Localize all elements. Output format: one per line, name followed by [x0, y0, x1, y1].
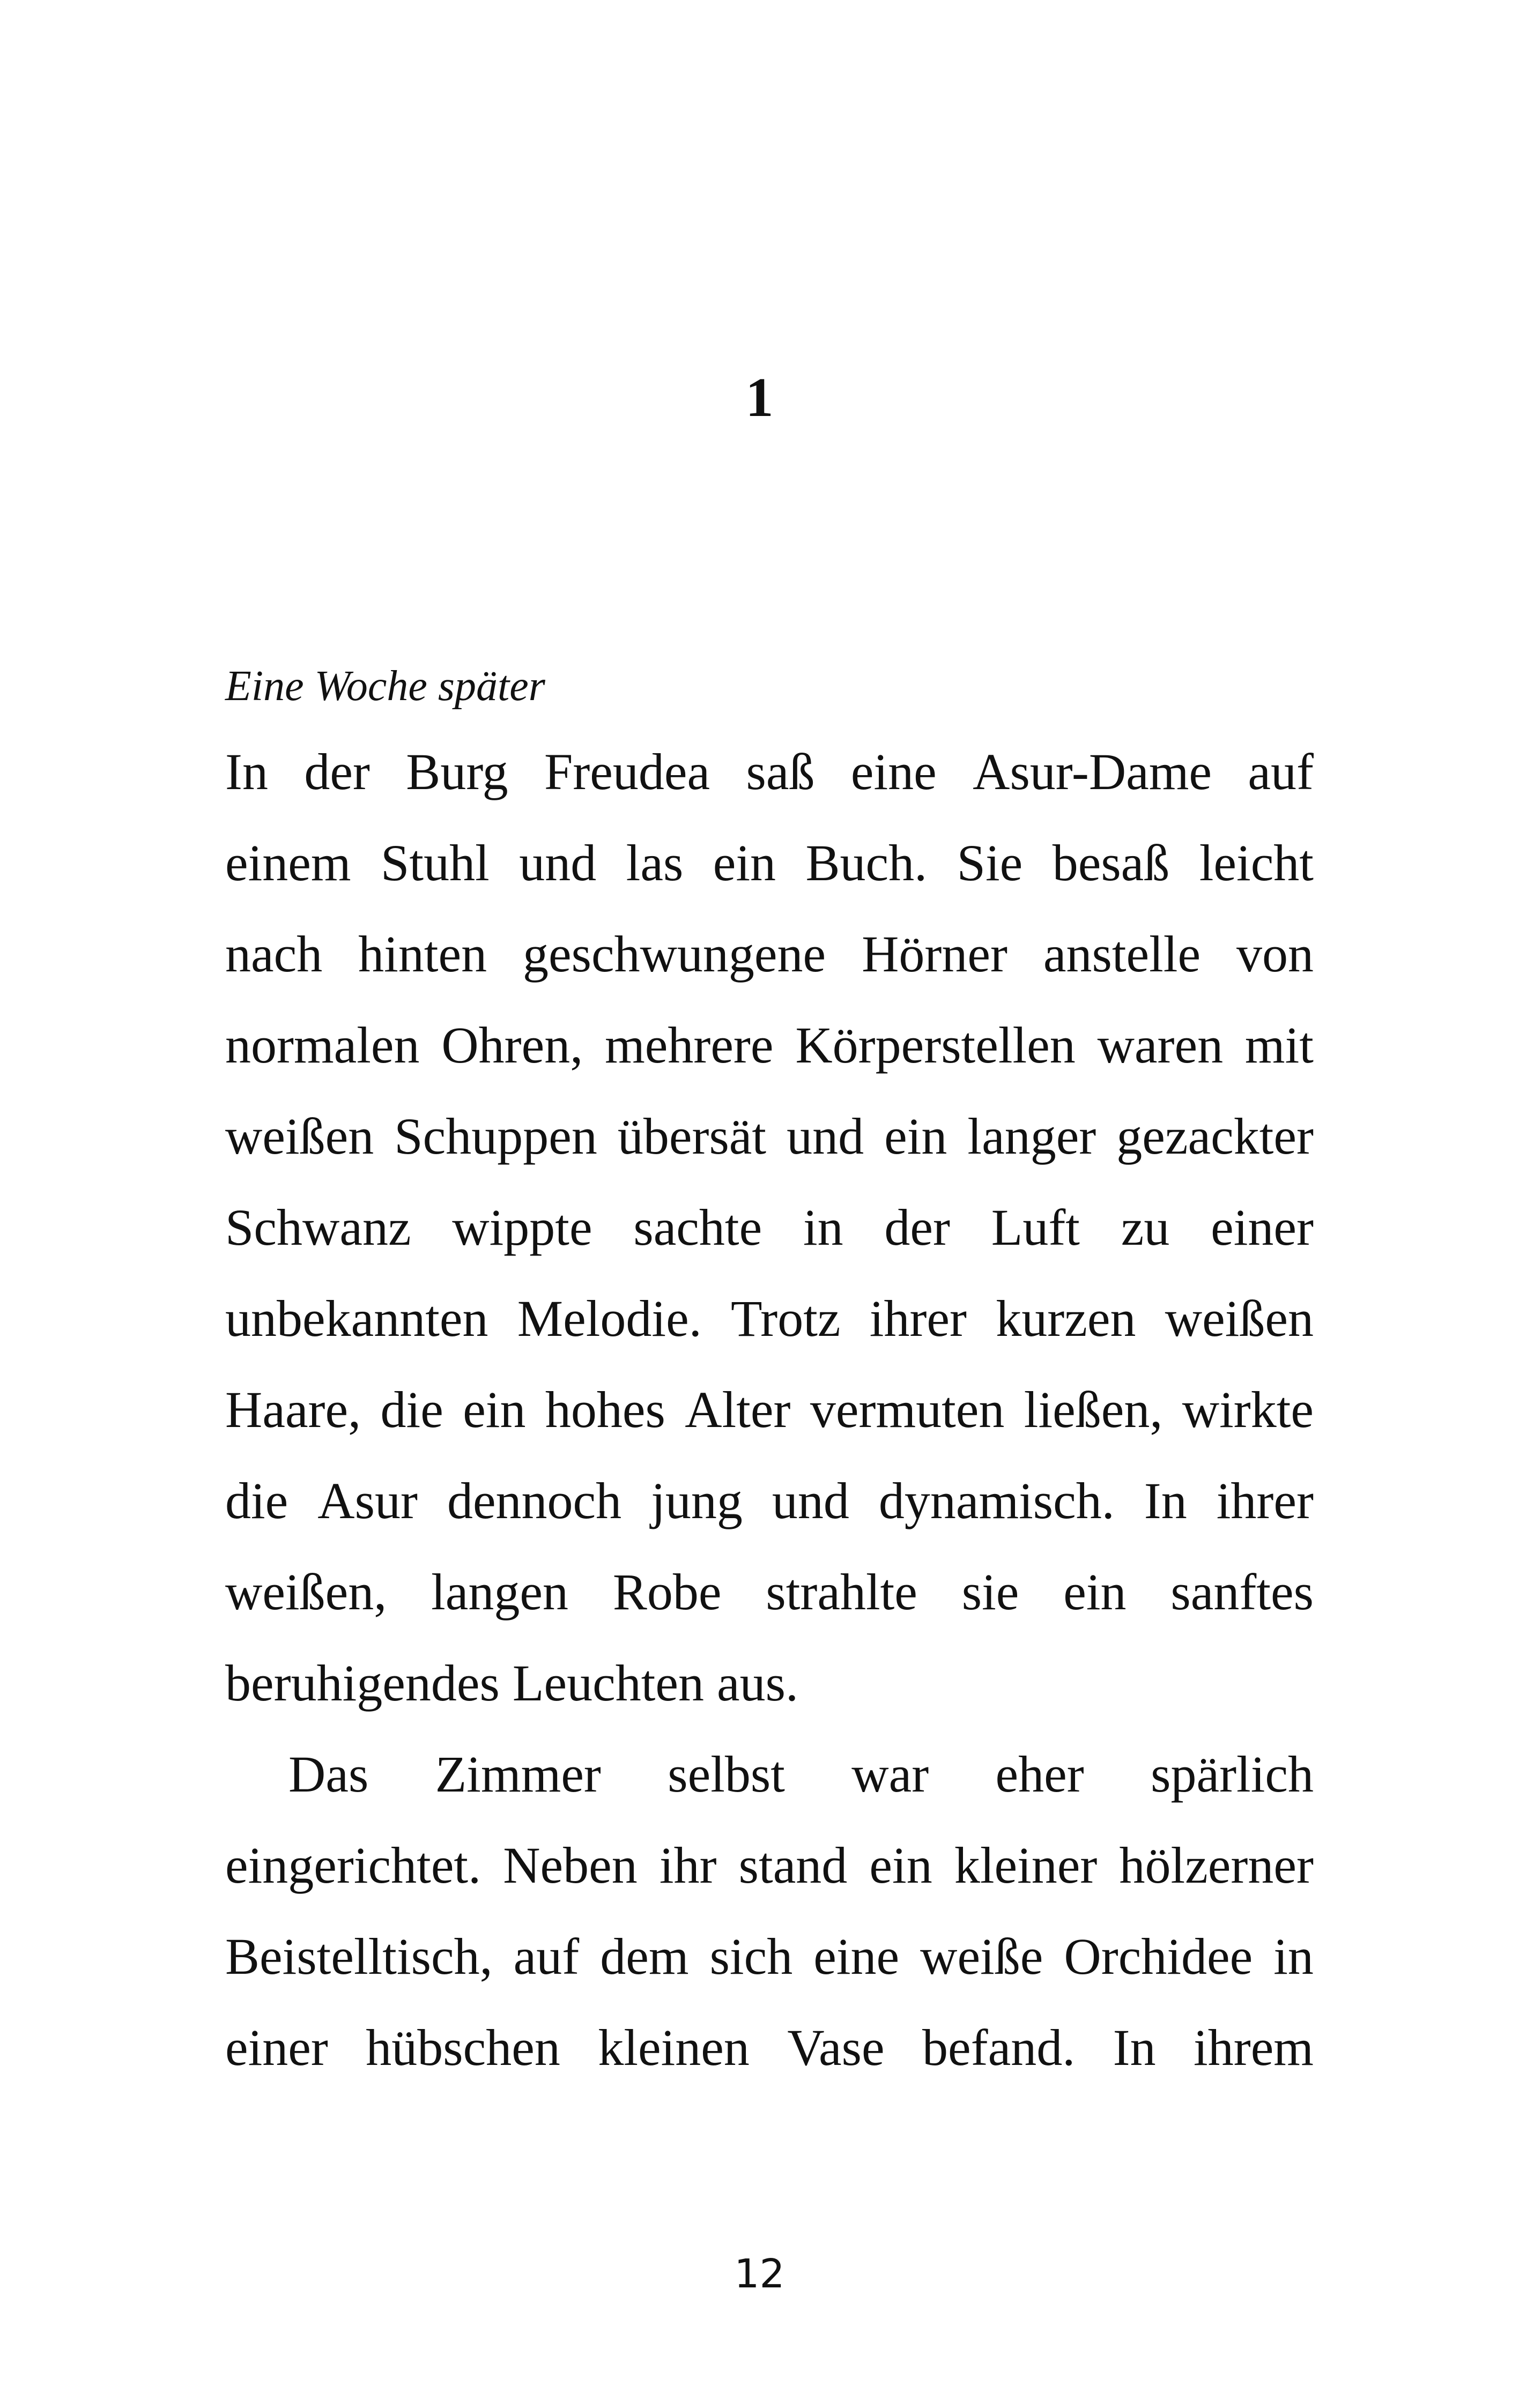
word: und — [772, 1472, 849, 1529]
word: unbekannten — [225, 1290, 488, 1347]
word: In — [1144, 1472, 1187, 1529]
word: kleiner — [954, 1837, 1098, 1894]
word: Schuppen — [394, 1108, 597, 1165]
word: waren — [1097, 1016, 1224, 1074]
paragraph — [225, 726, 1314, 1729]
text-line — [225, 1182, 1314, 1273]
word: Orchidee — [1064, 1928, 1253, 1985]
word: wippte — [452, 1199, 592, 1256]
word: normalen — [225, 1016, 420, 1074]
word: Buch. — [805, 834, 928, 891]
word: ein — [713, 834, 776, 891]
word: hinten — [358, 925, 487, 983]
word: Schwanz — [225, 1199, 411, 1256]
word: Burg — [406, 743, 508, 800]
word: Neben — [503, 1837, 638, 1894]
word: sachte — [633, 1199, 762, 1256]
text-line — [225, 2002, 1314, 2093]
word: beruhigendes — [225, 1654, 500, 1712]
text-line — [225, 1364, 1314, 1455]
word: geschwungene — [523, 925, 826, 983]
word: eher — [995, 1745, 1084, 1803]
word: ein — [869, 1837, 932, 1894]
chapter-number: 1 — [745, 367, 774, 428]
word: Asur — [317, 1472, 418, 1529]
word: sich — [709, 1928, 793, 1985]
word: gezackter — [1116, 1108, 1314, 1165]
paragraph — [225, 1729, 1314, 2093]
word: hübschen — [366, 2019, 560, 2076]
word: besaß — [1052, 834, 1170, 891]
word: In — [225, 743, 268, 800]
text-line — [225, 1273, 1314, 1364]
word: befand. — [922, 2019, 1076, 2076]
word: spärlich — [1151, 1745, 1314, 1803]
scene-subtitle: Eine Woche später — [225, 663, 545, 710]
word: Vase — [787, 2019, 885, 2076]
word: ließen, — [1024, 1381, 1163, 1438]
word: langer — [967, 1108, 1096, 1165]
word: Leuchten — [512, 1654, 704, 1712]
word: auf — [513, 1928, 580, 1985]
page-number: 12 — [734, 2251, 785, 2297]
word: weiße — [920, 1928, 1043, 1985]
word: aus. — [716, 1654, 798, 1712]
text-line — [225, 1000, 1314, 1091]
word: Körperstellen — [795, 1016, 1076, 1074]
word: eine — [850, 743, 937, 800]
text-line — [225, 909, 1314, 1000]
word: dem — [600, 1928, 689, 1985]
word: Asur-Dame — [973, 743, 1212, 800]
word: mit — [1244, 1016, 1314, 1074]
word: ihrem — [1194, 2019, 1314, 2076]
word: kleinen — [598, 2019, 750, 2076]
word: mehrere — [605, 1016, 774, 1074]
word: eingerichtet. — [225, 1837, 481, 1894]
word: der — [304, 743, 370, 800]
word: in — [803, 1199, 843, 1256]
word: zu — [1121, 1199, 1170, 1256]
word: anstelle — [1043, 925, 1201, 983]
word: ein — [884, 1108, 947, 1165]
text-line — [225, 1729, 1314, 1820]
text-line — [225, 1455, 1314, 1547]
word: übersät — [617, 1108, 767, 1165]
word: jung — [651, 1472, 743, 1529]
word: Alter — [685, 1381, 791, 1438]
word: stand — [738, 1837, 848, 1894]
word: ihr — [659, 1837, 717, 1894]
word: Luft — [991, 1199, 1080, 1256]
word: las — [626, 834, 684, 891]
word: hohes — [545, 1381, 665, 1438]
text-line — [225, 1820, 1314, 1911]
word: der — [884, 1199, 950, 1256]
word: weißen — [1165, 1290, 1314, 1347]
word: Beistelltisch, — [225, 1928, 493, 1985]
word: dennoch — [447, 1472, 622, 1529]
word: einem — [225, 834, 351, 891]
text-line — [225, 1911, 1314, 2002]
word: die — [380, 1381, 443, 1438]
word: Zimmer — [435, 1745, 601, 1803]
word: ihrer — [869, 1290, 967, 1347]
word: ein — [463, 1381, 526, 1438]
word: Hörner — [862, 925, 1007, 983]
word: ihrer — [1216, 1472, 1314, 1529]
text-line — [225, 1091, 1314, 1182]
text-line — [225, 817, 1314, 909]
word: kurzen — [996, 1290, 1136, 1347]
word: ein — [1063, 1563, 1127, 1621]
word: von — [1236, 925, 1314, 983]
word: Ohren, — [441, 1016, 583, 1074]
word: leicht — [1199, 834, 1314, 891]
body-text — [225, 726, 1314, 2093]
word: In — [1113, 2019, 1156, 2076]
word: Das — [288, 1745, 369, 1803]
word: vermuten — [810, 1381, 1005, 1438]
word: sie — [961, 1563, 1019, 1621]
word: strahlte — [766, 1563, 917, 1621]
word: Haare, — [225, 1381, 361, 1438]
word: Trotz — [730, 1290, 841, 1347]
word: selbst — [668, 1745, 785, 1803]
text-line — [225, 1638, 1314, 1729]
word: eine — [813, 1928, 900, 1985]
word: in — [1273, 1928, 1314, 1985]
word: Sie — [957, 834, 1023, 891]
word: weißen, — [225, 1563, 387, 1621]
word: langen — [431, 1563, 568, 1621]
word: nach — [225, 925, 323, 983]
text-line — [225, 726, 1314, 817]
word: hölzerner — [1119, 1837, 1314, 1894]
text-line — [225, 1547, 1314, 1638]
word: einer — [225, 2019, 328, 2076]
word: Stuhl — [381, 834, 490, 891]
word: Freudea — [544, 743, 710, 800]
word: wirkte — [1182, 1381, 1314, 1438]
word: Melodie. — [517, 1290, 702, 1347]
word: auf — [1248, 743, 1314, 800]
word: war — [851, 1745, 929, 1803]
word: und — [787, 1108, 864, 1165]
word: die — [225, 1472, 288, 1529]
word: und — [519, 834, 597, 891]
word: Robe — [612, 1563, 722, 1621]
word: weißen — [225, 1108, 374, 1165]
word: dynamisch. — [878, 1472, 1115, 1529]
word: saß — [746, 743, 815, 800]
word: sanftes — [1170, 1563, 1314, 1621]
word: einer — [1211, 1199, 1314, 1256]
